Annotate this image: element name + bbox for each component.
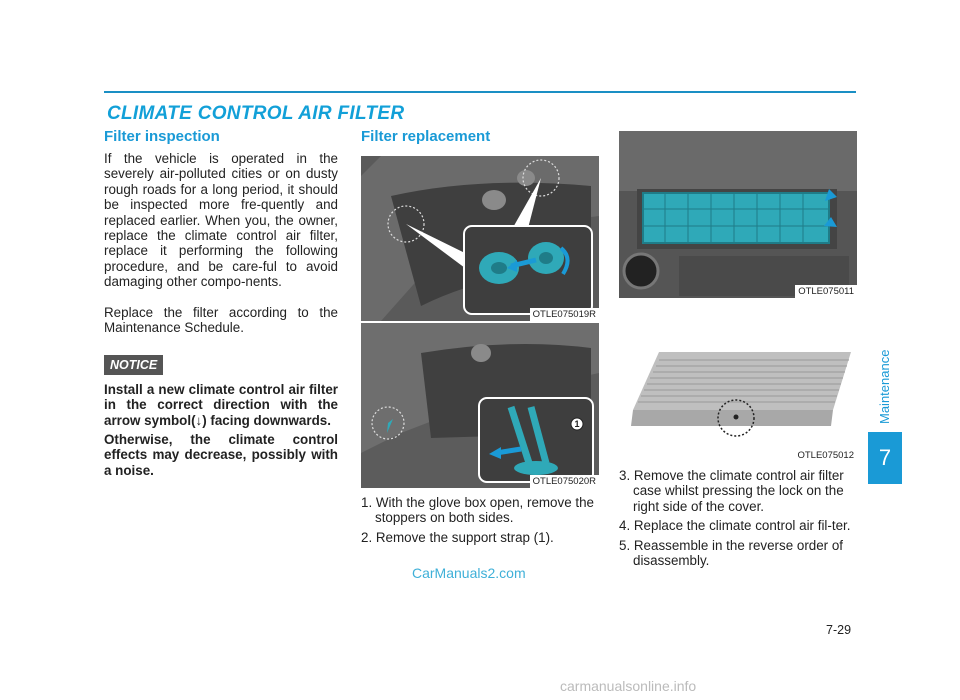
new-filter-image (619, 300, 857, 462)
filter-case-image (619, 131, 857, 298)
step-3: 3. Remove the climate control air filter case whilst pressing the lock on the right side of the cover. (619, 468, 844, 514)
step-1: 1. With the glove box open, remove the stoppers on both sides. (361, 495, 594, 526)
new-filter-drawing (619, 300, 857, 462)
image-code-label: OTLE075012 (794, 449, 857, 462)
page-number: 7-29 (826, 623, 852, 637)
support-strap-drawing (361, 323, 599, 488)
watermark-link[interactable]: CarManuals2.com (412, 565, 526, 581)
schedule-paragraph: Replace the filter according to the Maintenance Schedule. (104, 305, 338, 336)
image-code-label: OTLE075020R (530, 475, 599, 488)
image-code-label: OTLE075011 (795, 285, 857, 298)
support-strap-image (361, 323, 599, 488)
section-title: CLIMATE CONTROL AIR FILTER (107, 103, 405, 124)
image-code-label: OTLE075019R (530, 308, 599, 321)
chapter-side-tab (868, 312, 902, 430)
notice-badge: NOTICE (104, 355, 163, 375)
chapter-number-tab: 7 (868, 432, 902, 484)
footer-watermark: carmanualsonline.info (560, 678, 697, 694)
step-2: 2. Remove the support strap (1). (361, 529, 554, 545)
filter-replacement-heading: Filter replacement (361, 128, 491, 145)
inspection-paragraph: If the vehicle is operated in the severely air-polluted cities or on dusty rough roads for a long period, it should be inspected more fre-quently and replaced earlier. When you, the owner, replace the climate control air filter, replace it performing the following procedure, and be care-ful to avoid damaging other compo-nents. (104, 151, 338, 290)
glove-box-stoppers-image (361, 156, 599, 321)
strap-callout: 1 (574, 419, 580, 429)
glove-box-stoppers-drawing (361, 156, 599, 321)
chapter-label: Maintenance (877, 349, 892, 424)
steps-list-left (361, 495, 599, 549)
step-5: 5. Reassemble in the reverse order of disassembly. (619, 537, 844, 569)
notice-text-effects: Otherwise, the climate control effects may decrease, possibly with a noise. (104, 432, 338, 478)
filter-case-drawing (619, 131, 857, 298)
steps-list-right (619, 468, 857, 572)
filter-inspection-heading: Filter inspection (104, 128, 220, 145)
notice-text-direction: Install a new climate control air filter in the correct direction with the arrow symbol(↓) facing downwards. (104, 382, 338, 428)
header-rule (104, 91, 856, 93)
step-4: 4. Replace the climate control air fil-ter. (619, 518, 851, 534)
